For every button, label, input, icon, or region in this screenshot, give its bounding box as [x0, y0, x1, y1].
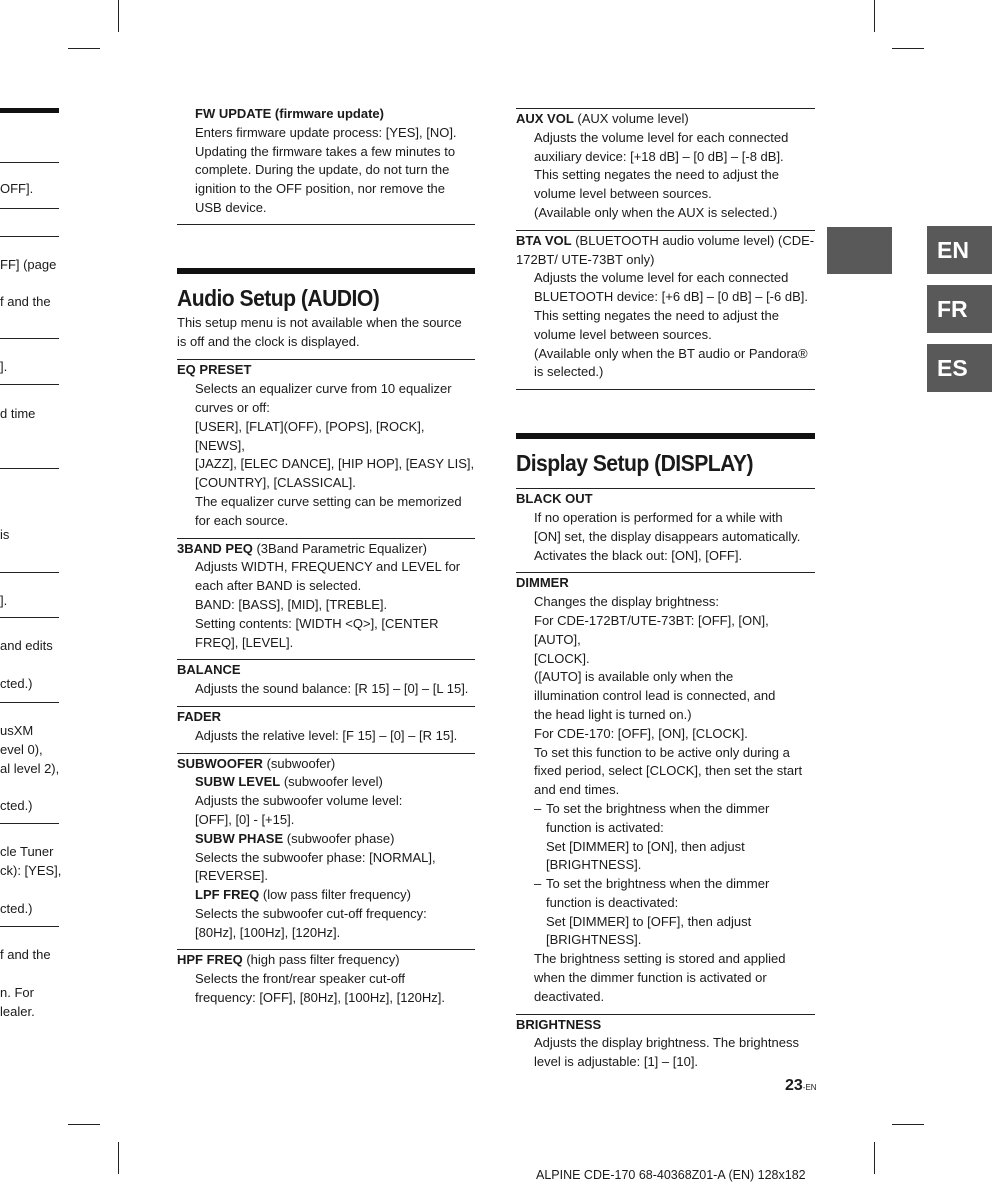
black-out-line: If no operation is performed for a while with — [534, 509, 783, 525]
left-divider — [0, 384, 59, 385]
eq-line: [COUNTRY], [CLASSICAL]. — [195, 475, 356, 491]
bullet-line: [BRIGHTNESS]. — [546, 857, 642, 873]
page-number-value: 23 — [785, 1077, 803, 1094]
fw-update-line: USB device. — [195, 199, 267, 215]
aux-line: This setting negates the need to adjust the — [534, 167, 780, 183]
black-out-body — [516, 509, 815, 565]
fw-update-line: Updating the firmware takes a few minutes to — [195, 143, 456, 159]
fader-title: FADER — [177, 708, 222, 724]
lpf-freq-title — [195, 886, 475, 905]
black-out-title: BLACK OUT — [516, 491, 593, 507]
bullet-line: Set [DIMMER] to [ON], then adjust — [546, 838, 745, 854]
bullet-line: To set the brightness when the dimmer — [546, 876, 770, 892]
audio-intro-line: is off and the clock is displayed. — [177, 333, 360, 349]
fw-update-entry — [177, 105, 475, 225]
left-fragment: ck): [YES], — [0, 863, 62, 878]
aux-vol-title — [516, 110, 815, 129]
dimmer-body — [516, 593, 815, 800]
dash-bullet: – — [534, 876, 542, 892]
left-fragment: al level 2), — [0, 761, 60, 776]
audio-heading-bar — [177, 268, 475, 274]
left-divider — [0, 572, 59, 573]
subwoofer-note: (subwoofer) — [262, 755, 336, 771]
subw-level-line: Adjusts the subwoofer volume level: — [195, 793, 403, 809]
fw-update-title: FW UPDATE (firmware update) — [195, 106, 384, 121]
subw-phase-title-text: SUBW PHASE — [195, 830, 284, 846]
bullet-line: Set [DIMMER] to [OFF], then adjust — [546, 913, 752, 929]
bta-vol-note: (BLUETOOTH audio volume level) (CDE- — [571, 232, 815, 248]
left-divider — [0, 236, 59, 237]
lpf-freq-note: (low pass filter frequency) — [259, 887, 412, 903]
left-fragment: f and the — [0, 294, 51, 309]
eq-line: [JAZZ], [ELEC DANCE], [HIP HOP], [EASY LIS], — [195, 456, 475, 472]
subw-level-title — [195, 773, 475, 792]
page-number — [785, 1077, 817, 1095]
brightness-line: level is adjustable: [1] – [10]. — [534, 1054, 699, 1070]
3band-peq-title-text: 3BAND PEQ — [177, 540, 253, 556]
brightness-entry — [516, 1014, 815, 1079]
dimmer-line: Changes the display brightness: — [534, 594, 720, 610]
left-fragment: d time — [0, 406, 36, 421]
crop-mark — [118, 0, 119, 32]
dimmer-body-end — [516, 950, 815, 1006]
subw-phase-line: [REVERSE]. — [195, 868, 268, 884]
brightness-body — [516, 1034, 815, 1072]
bta-vol-title — [516, 232, 815, 251]
left-fragment: evel 0), — [0, 742, 43, 757]
left-fragment: f and the — [0, 947, 51, 962]
bullet-line: [BRIGHTNESS]. — [546, 932, 642, 948]
balance-entry — [177, 659, 475, 706]
bta-vol-entry — [516, 231, 815, 390]
crop-mark — [892, 1124, 924, 1125]
left-fragment: n. For — [0, 985, 34, 1000]
hpf-freq-title — [177, 951, 475, 970]
bullet-line: function is deactivated: — [546, 894, 679, 910]
page-number-suffix: -EN — [802, 1083, 817, 1092]
left-fragment: cted.) — [0, 676, 33, 691]
audio-heading: Audio Setup (AUDIO) — [177, 284, 380, 311]
dimmer-line: deactivated. — [534, 988, 605, 1004]
peq-line: FREQ], [LEVEL]. — [195, 634, 294, 650]
lpf-freq-title-text: LPF FREQ — [195, 887, 260, 903]
audio-intro — [177, 314, 475, 360]
dimmer-line: when the dimmer function is activated or — [534, 970, 767, 986]
subw-level-note: (subwoofer level) — [280, 774, 383, 790]
bullet-line: function is activated: — [546, 819, 664, 835]
brightness-line: Adjusts the display brightness. The brightness — [534, 1035, 799, 1051]
dimmer-bullet-activated — [516, 800, 815, 875]
fader-line: Adjusts the relative level: [F 15] – [0] – [R 15]. — [195, 727, 458, 743]
3band-peq-title — [177, 540, 475, 559]
subw-phase-note: (subwoofer phase) — [283, 830, 395, 846]
black-out-line: [ON] set, the display disappears automatically. — [534, 528, 801, 544]
fw-update-line: Enters firmware update process: [YES], [NO]. — [195, 124, 457, 140]
eq-line: [USER], [FLAT](OFF), [POPS], [ROCK], [NEWS], — [195, 418, 425, 453]
fader-entry — [177, 706, 475, 753]
left-divider — [0, 468, 59, 469]
hpf-line: Selects the front/rear speaker cut-off — [195, 971, 406, 987]
subwoofer-body — [177, 773, 475, 942]
dash-bullet: – — [534, 800, 542, 816]
middle-column — [177, 105, 475, 1015]
subwoofer-title-text: SUBWOOFER — [177, 755, 263, 771]
balance-title: BALANCE — [177, 662, 241, 678]
display-heading: Display Setup (DISPLAY) — [516, 450, 753, 477]
crop-mark — [118, 1142, 119, 1174]
3band-peq-body — [177, 558, 475, 652]
black-out-entry — [516, 488, 815, 572]
subwoofer-entry — [177, 753, 475, 950]
bta-vol-body — [516, 269, 815, 382]
dimmer-line: For CDE-172BT/UTE-73BT: [OFF], [ON], [AUTO], — [534, 612, 769, 647]
dimmer-line: and end times. — [534, 782, 620, 798]
aux-line: Adjusts the volume level for each connected — [534, 129, 789, 145]
dimmer-entry — [516, 572, 815, 1013]
left-fragment: and edits — [0, 638, 53, 653]
left-divider — [0, 338, 59, 339]
dimmer-line: illumination control lead is connected, and — [534, 688, 776, 704]
hpf-freq-entry — [177, 949, 475, 1014]
crop-mark — [68, 1124, 100, 1125]
left-fragment: cted.) — [0, 901, 33, 916]
eq-preset-entry — [177, 359, 475, 537]
lpf-freq-line: [80Hz], [100Hz], [120Hz]. — [195, 924, 341, 940]
left-fragment: ]. — [0, 593, 8, 608]
aux-vol-note: (AUX volume level) — [573, 111, 689, 126]
aux-vol-title-text: AUX VOL — [516, 111, 574, 126]
crop-mark — [892, 48, 924, 49]
dimmer-line: The brightness setting is stored and applied — [534, 951, 786, 967]
left-fragment: FF] (page — [0, 257, 57, 272]
lang-tab-es[interactable]: ES — [927, 344, 992, 392]
peq-line: BAND: [BASS], [MID], [TREBLE]. — [195, 596, 388, 612]
left-fragment: cted.) — [0, 798, 33, 813]
right-column — [516, 108, 815, 1079]
crop-mark — [874, 0, 875, 32]
left-divider — [0, 702, 59, 703]
lang-tab-en[interactable]: EN — [927, 226, 992, 274]
display-heading-bar — [516, 433, 815, 439]
aux-line: volume level between sources. — [534, 186, 712, 202]
hpf-freq-body — [177, 970, 475, 1008]
eq-line: for each source. — [195, 512, 289, 528]
dimmer-title: DIMMER — [516, 575, 569, 591]
section-marker-tab — [827, 227, 892, 274]
bta-line: Adjusts the volume level for each connected — [534, 270, 789, 286]
eq-line: The equalizer curve setting can be memorized — [195, 493, 462, 509]
lpf-freq-line: Selects the subwoofer cut-off frequency: — [195, 905, 427, 921]
aux-line: auxiliary device: [+18 dB] – [0 dB] – [-8 dB]. — [534, 148, 784, 164]
left-fragment: usXM — [0, 723, 34, 738]
bullet-line: To set the brightness when the dimmer — [546, 800, 770, 816]
bta-line: This setting negates the need to adjust the — [534, 307, 780, 323]
eq-line: curves or off: — [195, 399, 270, 415]
fw-update-line: ignition to the OFF position, nor remove the — [195, 181, 446, 197]
subw-level-line: [OFF], [0] - [+15]. — [195, 811, 295, 827]
dimmer-line: To set this function to be active only during a — [534, 744, 790, 760]
footer-text: ALPINE CDE-170 68-40368Z01-A (EN) 128x182 — [536, 1168, 806, 1182]
bta-vol-title-text: BTA VOL — [516, 232, 572, 248]
left-column-top-bar — [0, 108, 59, 113]
eq-line: Selects an equalizer curve from 10 equalizer — [195, 381, 452, 397]
bta-line: BLUETOOTH device: [+6 dB] – [0 dB] – [-6 dB]. — [534, 289, 808, 305]
peq-line: Adjusts WIDTH, FREQUENCY and LEVEL for — [195, 559, 461, 575]
balance-line: Adjusts the sound balance: [R 15] – [0] – [L 15]. — [195, 681, 469, 697]
left-fragment: ]. — [0, 359, 8, 374]
eq-preset-body — [177, 380, 475, 530]
audio-intro-line: This setup menu is not available when the source — [177, 314, 462, 330]
3band-peq-entry — [177, 538, 475, 660]
peq-line: Setting contents: [WIDTH <Q>], [CENTER — [195, 615, 439, 631]
left-divider — [0, 162, 59, 163]
subwoofer-title — [177, 755, 475, 774]
left-divider — [0, 823, 59, 824]
left-fragment: cle Tuner — [0, 844, 54, 859]
peq-line: each after BAND is selected. — [195, 578, 362, 594]
aux-line: (Available only when the AUX is selected.) — [534, 204, 778, 220]
subw-level-title-text: SUBW LEVEL — [195, 774, 281, 790]
left-divider — [0, 208, 59, 209]
3band-peq-note: (3Band Parametric Equalizer) — [252, 540, 427, 556]
hpf-freq-title-text: HPF FREQ — [177, 952, 243, 968]
crop-mark — [874, 1142, 875, 1174]
bta-line: is selected.) — [534, 364, 604, 380]
bta-line: volume level between sources. — [534, 326, 712, 342]
dimmer-line: [CLOCK]. — [534, 650, 590, 666]
dimmer-line: For CDE-170: [OFF], [ON], [CLOCK]. — [534, 725, 748, 741]
fw-update-line: complete. During the update, do not turn the — [195, 162, 450, 178]
bta-line: (Available only when the BT audio or Pandora® — [534, 345, 808, 361]
aux-vol-body — [516, 129, 815, 223]
eq-preset-title: EQ PRESET — [177, 362, 252, 378]
dimmer-line: ([AUTO] is available only when the — [534, 669, 734, 685]
left-divider — [0, 617, 59, 618]
hpf-freq-note: (high pass filter frequency) — [242, 952, 400, 968]
hpf-line: frequency: [OFF], [80Hz], [100Hz], [120Hz]. — [195, 990, 445, 1006]
dimmer-line: the head light is turned on.) — [534, 706, 692, 722]
black-out-line: Activates the black out: [ON], [OFF]. — [534, 547, 743, 563]
lang-tab-fr[interactable]: FR — [927, 285, 992, 333]
dimmer-bullet-deactivated — [516, 875, 815, 950]
aux-vol-entry — [516, 108, 815, 231]
subw-phase-title — [195, 830, 475, 849]
bta-vol-note-2: 172BT/ UTE-73BT only) — [516, 251, 655, 267]
subw-phase-line: Selects the subwoofer phase: [NORMAL], — [195, 849, 436, 865]
dimmer-line: fixed period, select [CLOCK], then set the start — [534, 763, 803, 779]
crop-mark — [68, 48, 100, 49]
left-fragment: lealer. — [0, 1004, 35, 1019]
left-fragment: OFF]. — [0, 181, 34, 196]
left-fragment: is — [0, 527, 10, 542]
brightness-title: BRIGHTNESS — [516, 1016, 602, 1032]
left-divider — [0, 926, 59, 927]
